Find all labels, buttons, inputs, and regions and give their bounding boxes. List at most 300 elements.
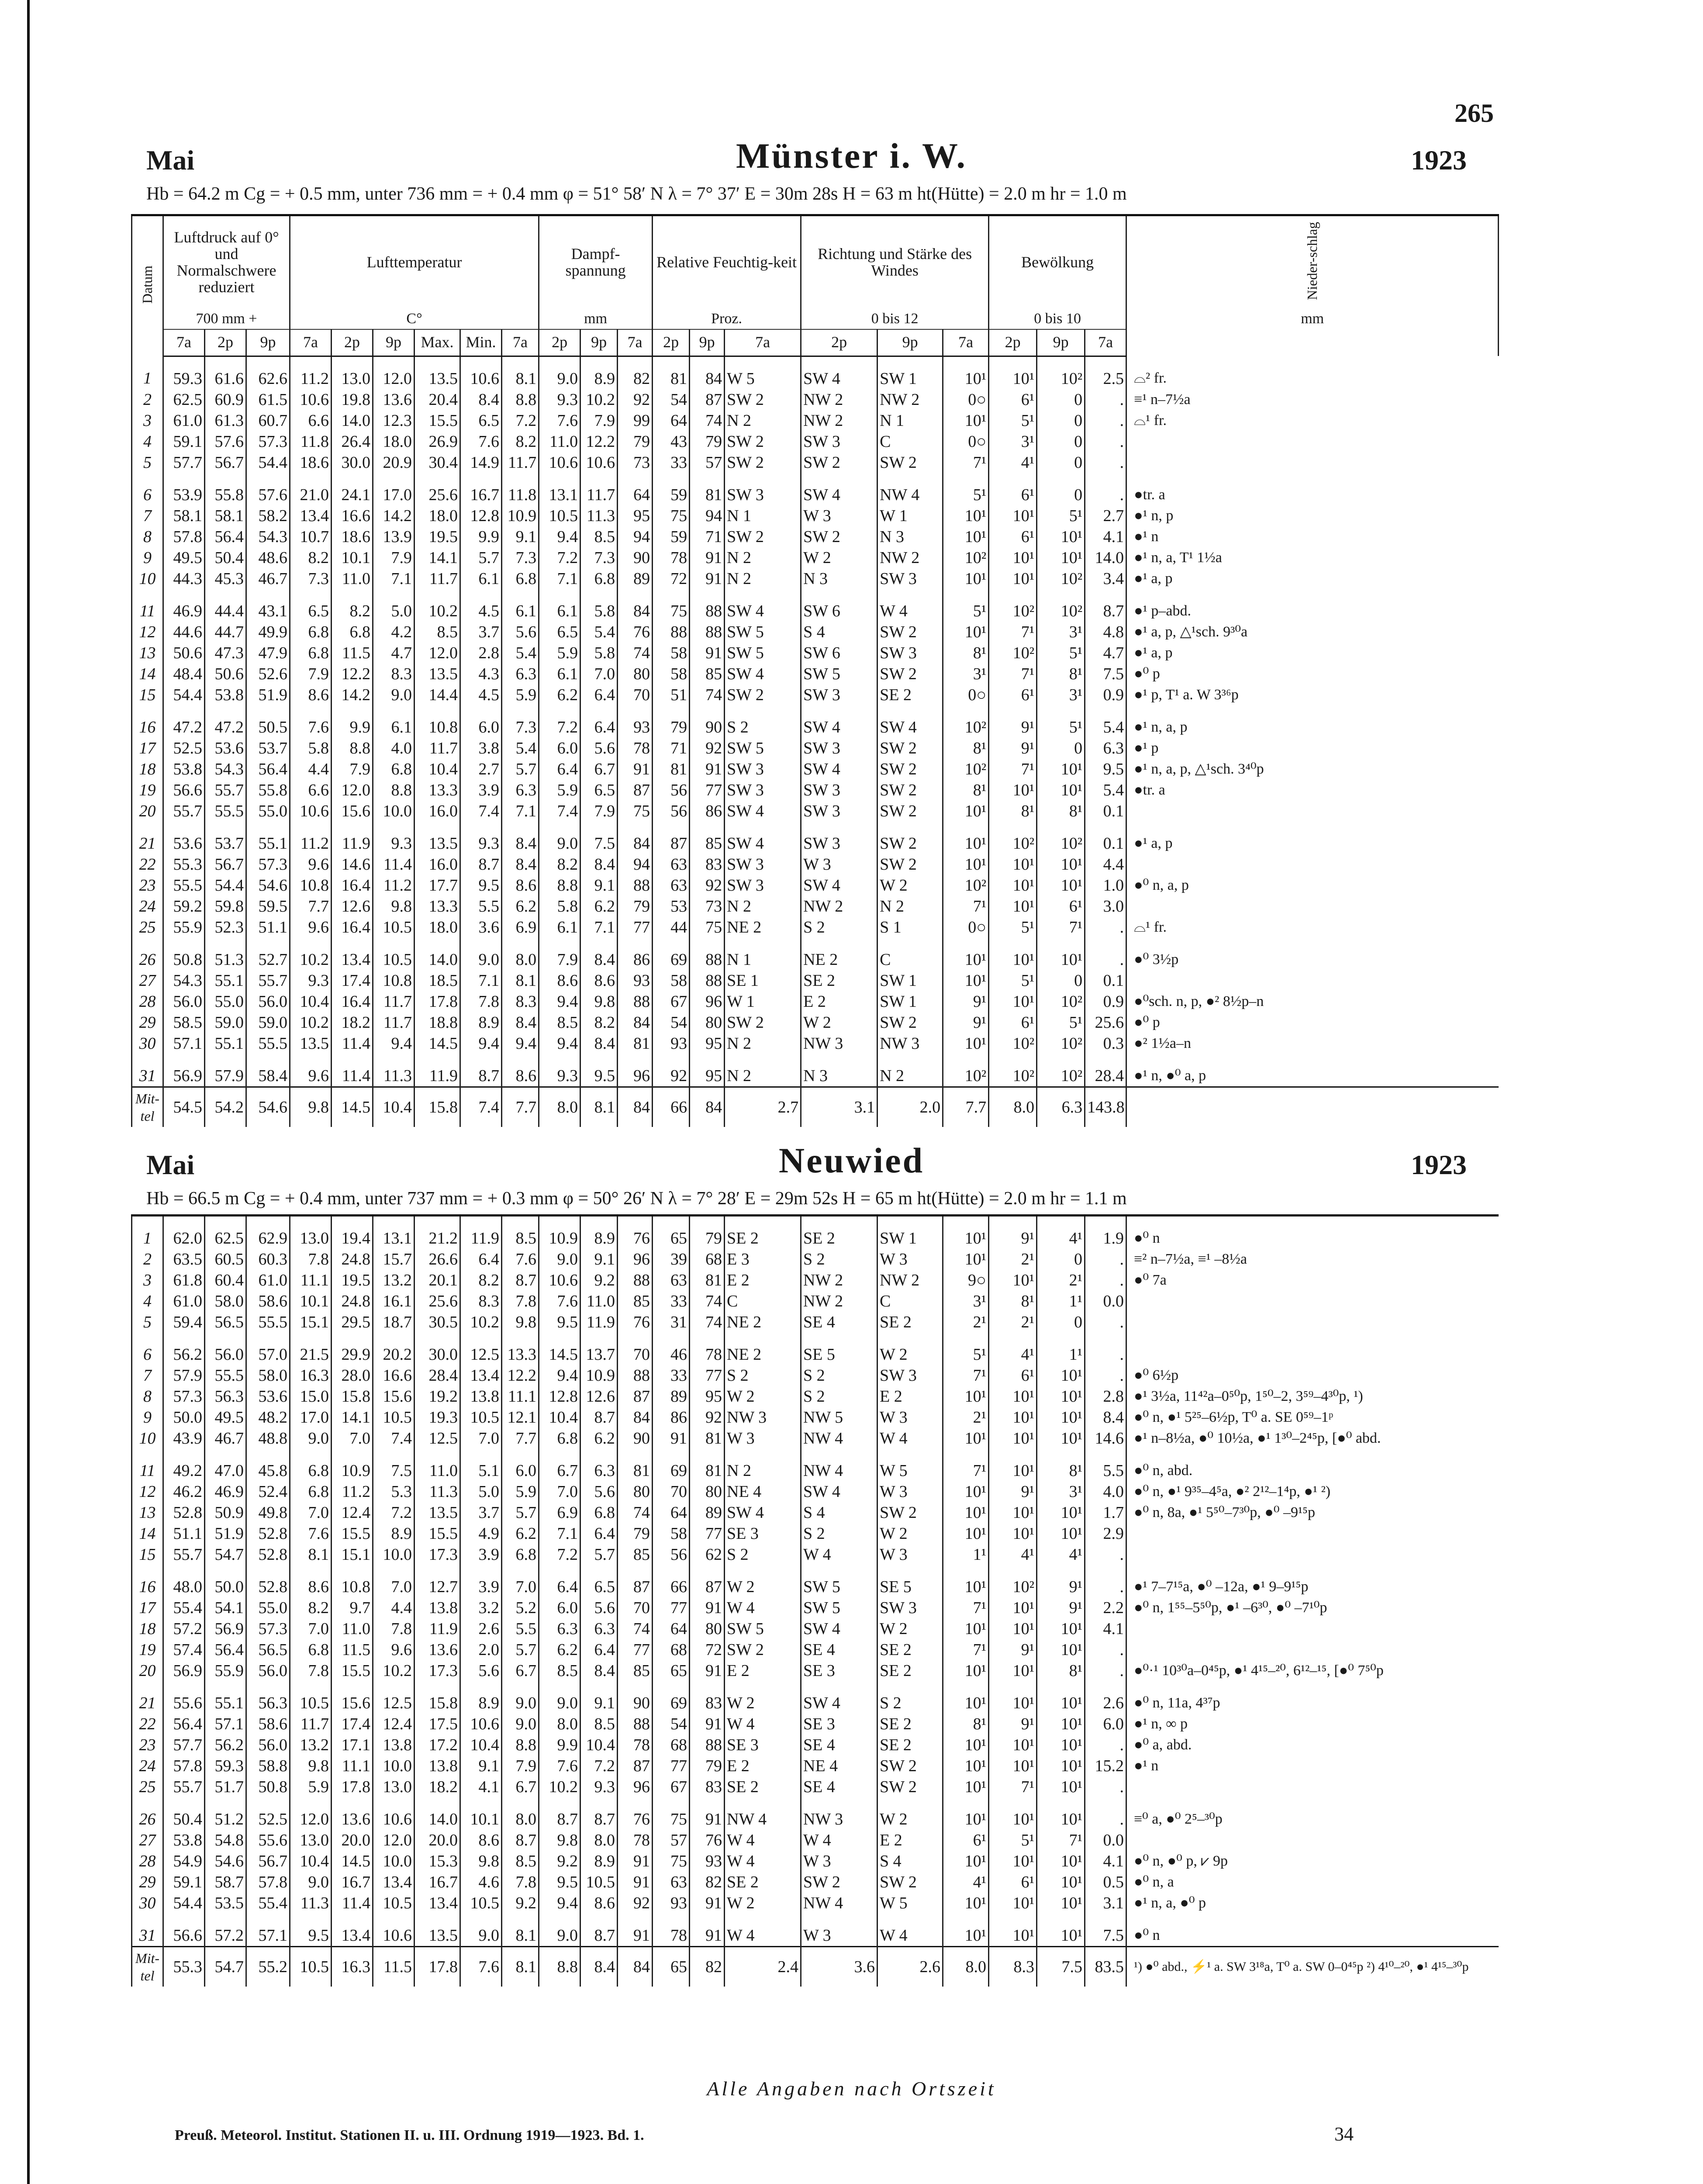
remark-cell: ¹) ●⁰ abd., ⚡¹ a. SW 3¹⁸a, T⁰ a. SW 0–0⁴⁵p ²) 4¹⁰–²⁰, ●¹ 4¹⁵–³⁰p bbox=[1126, 1947, 1499, 1987]
value-cell: N 2 bbox=[725, 896, 801, 917]
value-cell: 91 bbox=[690, 1597, 725, 1618]
value-cell: 6.7 bbox=[539, 1449, 580, 1481]
value-cell: W 2 bbox=[877, 875, 943, 896]
value-cell: W 3 bbox=[877, 1481, 943, 1502]
day-cell: 25 bbox=[132, 917, 163, 938]
value-cell: 55.5 bbox=[246, 1312, 290, 1333]
value-cell: 51 bbox=[653, 684, 690, 705]
value-cell: 91 bbox=[690, 1893, 725, 1914]
value-cell: 95 bbox=[618, 505, 653, 526]
value-cell: 80 bbox=[618, 1481, 653, 1502]
day-cell: 18 bbox=[132, 1618, 163, 1639]
value-cell: 8.7 bbox=[502, 1270, 539, 1291]
value-cell: 7¹ bbox=[943, 896, 989, 917]
value-cell: 55.6 bbox=[163, 1681, 205, 1714]
value-cell: 57.6 bbox=[205, 431, 246, 452]
value-cell: W 4 bbox=[877, 1428, 943, 1449]
value-cell: 75 bbox=[653, 1851, 690, 1872]
value-cell: 21.5 bbox=[290, 1333, 332, 1365]
value-cell: 56.0 bbox=[246, 1735, 290, 1755]
value-cell: 9.0 bbox=[539, 822, 580, 854]
value-cell: 8.7 bbox=[502, 1830, 539, 1851]
value-cell: 77 bbox=[690, 780, 725, 801]
value-cell: W 3 bbox=[877, 1544, 943, 1565]
value-cell: 0 bbox=[1037, 452, 1085, 473]
value-cell: W 1 bbox=[725, 991, 801, 1012]
value-cell: 53 bbox=[653, 896, 690, 917]
value-cell: 10¹ bbox=[989, 875, 1037, 896]
value-cell: 9.0 bbox=[460, 1914, 502, 1947]
value-cell: 96 bbox=[618, 1249, 653, 1270]
value-cell: 10¹ bbox=[989, 1660, 1037, 1681]
value-cell: 18.2 bbox=[415, 1776, 460, 1797]
value-cell: 58.8 bbox=[246, 1755, 290, 1776]
value-cell: . bbox=[1085, 1365, 1126, 1386]
value-cell: 6¹ bbox=[989, 526, 1037, 547]
value-cell: 6¹ bbox=[989, 1872, 1037, 1893]
value-cell: 7.8 bbox=[373, 1618, 415, 1639]
mean-value-cell: 9.8 bbox=[290, 1087, 332, 1127]
value-cell: SW 1 bbox=[877, 991, 943, 1012]
value-cell: NW 3 bbox=[725, 1407, 801, 1428]
value-cell: 7.9 bbox=[580, 801, 618, 822]
value-cell: 10¹ bbox=[1037, 780, 1085, 801]
value-cell: SW 3 bbox=[877, 568, 943, 589]
value-cell: 7.9 bbox=[539, 938, 580, 970]
header-c5: Richtung und Stärke des Windes bbox=[801, 215, 989, 309]
value-cell: 5.6 bbox=[460, 1660, 502, 1681]
value-cell: . bbox=[1085, 389, 1126, 410]
value-cell: 70 bbox=[618, 1597, 653, 1618]
value-cell: 10¹ bbox=[1037, 759, 1085, 780]
table-row bbox=[132, 1660, 1499, 1681]
remark-cell: ●¹ n bbox=[1126, 526, 1499, 547]
value-cell: 57.8 bbox=[163, 526, 205, 547]
value-cell: 43.1 bbox=[246, 589, 290, 622]
value-cell: SE 4 bbox=[801, 1639, 877, 1660]
value-cell: 10.2 bbox=[373, 1660, 415, 1681]
value-cell: 8.3 bbox=[502, 991, 539, 1012]
value-cell: 4¹ bbox=[1037, 1544, 1085, 1565]
value-cell: 10.6 bbox=[539, 452, 580, 473]
day-cell: 9 bbox=[132, 1407, 163, 1428]
value-cell: 54.4 bbox=[246, 452, 290, 473]
value-cell: 53.6 bbox=[205, 738, 246, 759]
value-cell: 6.0 bbox=[1085, 1714, 1126, 1735]
value-cell: 8.1 bbox=[502, 970, 539, 991]
value-cell: 10¹ bbox=[989, 1735, 1037, 1755]
value-cell: 10¹ bbox=[989, 1681, 1037, 1714]
value-cell: SW 3 bbox=[877, 1365, 943, 1386]
mean-value-cell: 8.3 bbox=[989, 1947, 1037, 1987]
remark-cell: ●⁰sch. n, p, ●² 8½p–n bbox=[1126, 991, 1499, 1012]
value-cell: 8.6 bbox=[290, 1565, 332, 1597]
value-cell: SW 2 bbox=[877, 801, 943, 822]
remark-cell: ●¹ p bbox=[1126, 738, 1499, 759]
remark-cell: ●¹ 3½a, 11⁴²a–0⁵⁰p, 1⁵⁰–2, 3⁵⁹–4³⁰p, ¹) bbox=[1126, 1386, 1499, 1407]
value-cell: 6.5 bbox=[580, 1565, 618, 1597]
value-cell: 7.8 bbox=[290, 1660, 332, 1681]
value-cell: 10¹ bbox=[943, 1914, 989, 1947]
value-cell: 10.8 bbox=[373, 970, 415, 991]
value-cell: 11.7 bbox=[580, 473, 618, 505]
value-cell: 58 bbox=[653, 1523, 690, 1544]
value-cell: 6.0 bbox=[539, 738, 580, 759]
value-cell: 4¹ bbox=[989, 452, 1037, 473]
value-cell: N 2 bbox=[877, 1054, 943, 1087]
subheader-3: 7a bbox=[290, 329, 332, 356]
value-cell: 81 bbox=[618, 1033, 653, 1054]
value-cell: 7¹ bbox=[989, 663, 1037, 684]
value-cell: 10¹ bbox=[1037, 1428, 1085, 1449]
value-cell: 58.4 bbox=[246, 1054, 290, 1087]
value-cell: N 1 bbox=[725, 938, 801, 970]
value-cell: 11.4 bbox=[332, 1033, 373, 1054]
value-cell: 1¹ bbox=[1037, 1291, 1085, 1312]
value-cell: 9.5 bbox=[580, 1054, 618, 1087]
value-cell: 91 bbox=[690, 1914, 725, 1947]
value-cell: 59.0 bbox=[246, 1012, 290, 1033]
remark-cell bbox=[1126, 1776, 1499, 1797]
value-cell: 13.2 bbox=[290, 1735, 332, 1755]
value-cell: 7.0 bbox=[502, 1565, 539, 1597]
value-cell: 46.7 bbox=[205, 1428, 246, 1449]
day-cell: 2 bbox=[132, 1249, 163, 1270]
value-cell: 7.1 bbox=[580, 917, 618, 938]
remark-cell bbox=[1126, 1523, 1499, 1544]
value-cell: 46.7 bbox=[246, 568, 290, 589]
value-cell: 10¹ bbox=[943, 356, 989, 389]
remark-cell: ⌓¹ fr. bbox=[1126, 410, 1499, 431]
value-cell: 8.4 bbox=[580, 854, 618, 875]
table-row bbox=[132, 622, 1499, 643]
value-cell: 62.6 bbox=[246, 356, 290, 389]
value-cell: W 5 bbox=[725, 356, 801, 389]
value-cell: 10.6 bbox=[460, 1714, 502, 1735]
value-cell: 88 bbox=[618, 991, 653, 1012]
value-cell: 58.6 bbox=[246, 1714, 290, 1735]
value-cell: 7.4 bbox=[460, 801, 502, 822]
value-cell: SW 3 bbox=[801, 738, 877, 759]
value-cell: 6.1 bbox=[460, 568, 502, 589]
value-cell: E 2 bbox=[877, 1830, 943, 1851]
value-cell: 3¹ bbox=[989, 431, 1037, 452]
value-cell: 10¹ bbox=[1037, 1872, 1085, 1893]
value-cell: 7¹ bbox=[943, 1365, 989, 1386]
value-cell: 61.3 bbox=[205, 410, 246, 431]
value-cell: 4.4 bbox=[1085, 854, 1126, 875]
value-cell: 10.2 bbox=[290, 1012, 332, 1033]
value-cell: 78 bbox=[618, 1735, 653, 1755]
value-cell: NE 2 bbox=[725, 1333, 801, 1365]
value-cell: 3¹ bbox=[1037, 684, 1085, 705]
value-cell: 10¹ bbox=[943, 938, 989, 970]
value-cell: 10¹ bbox=[1037, 1502, 1085, 1523]
value-cell: 2.7 bbox=[460, 759, 502, 780]
value-cell: 13.8 bbox=[373, 1735, 415, 1755]
value-cell: 69 bbox=[653, 938, 690, 970]
value-cell: W 2 bbox=[801, 1012, 877, 1033]
value-cell: 53.5 bbox=[205, 1893, 246, 1914]
day-cell: 30 bbox=[132, 1033, 163, 1054]
value-cell: 65 bbox=[653, 1216, 690, 1249]
value-cell: 88 bbox=[690, 589, 725, 622]
value-cell: 7.0 bbox=[373, 1565, 415, 1597]
value-cell: 82 bbox=[690, 1872, 725, 1893]
value-cell: 5¹ bbox=[1037, 643, 1085, 663]
value-cell: 9.0 bbox=[539, 1249, 580, 1270]
value-cell: 15.5 bbox=[332, 1660, 373, 1681]
value-cell: 0.9 bbox=[1085, 991, 1126, 1012]
value-cell: SW 2 bbox=[801, 1872, 877, 1893]
value-cell: 56.4 bbox=[205, 526, 246, 547]
value-cell: 4.7 bbox=[1085, 643, 1126, 663]
value-cell: W 4 bbox=[801, 1830, 877, 1851]
value-cell: 5¹ bbox=[943, 589, 989, 622]
value-cell: N 2 bbox=[725, 1449, 801, 1481]
value-cell: 74 bbox=[618, 1618, 653, 1639]
value-cell: 95 bbox=[690, 1033, 725, 1054]
value-cell: 14.2 bbox=[373, 505, 415, 526]
table-row bbox=[132, 452, 1499, 473]
value-cell: 9.6 bbox=[290, 854, 332, 875]
value-cell: N 1 bbox=[877, 410, 943, 431]
value-cell: 88 bbox=[653, 622, 690, 643]
value-cell: 56.0 bbox=[246, 1660, 290, 1681]
mean-label-text: Mit-tel bbox=[135, 1950, 160, 1984]
value-cell: 52.6 bbox=[246, 663, 290, 684]
value-cell: 11.0 bbox=[332, 568, 373, 589]
value-cell: 5¹ bbox=[989, 1830, 1037, 1851]
value-cell: 6¹ bbox=[989, 684, 1037, 705]
value-cell: 55.3 bbox=[163, 854, 205, 875]
value-cell: 10.2 bbox=[460, 1312, 502, 1333]
value-cell: 85 bbox=[618, 1660, 653, 1681]
value-cell: 0 bbox=[1037, 1249, 1085, 1270]
value-cell: 14.0 bbox=[332, 410, 373, 431]
value-cell: 58 bbox=[653, 643, 690, 663]
table-row bbox=[132, 1502, 1499, 1523]
value-cell: 10¹ bbox=[989, 1523, 1037, 1544]
value-cell: 13.4 bbox=[415, 1893, 460, 1914]
mean-value-cell: 7.7 bbox=[502, 1087, 539, 1127]
value-cell: 10¹ bbox=[989, 1893, 1037, 1914]
value-cell: SW 2 bbox=[725, 1012, 801, 1033]
value-cell: 56.4 bbox=[163, 1714, 205, 1735]
remark-cell bbox=[1126, 452, 1499, 473]
value-cell: SE 2 bbox=[877, 1735, 943, 1755]
value-cell: . bbox=[1085, 1660, 1126, 1681]
value-cell: 54.8 bbox=[205, 1830, 246, 1851]
table-row bbox=[132, 896, 1499, 917]
value-cell: 12.5 bbox=[373, 1681, 415, 1714]
value-cell: 5.1 bbox=[460, 1449, 502, 1481]
remark-cell bbox=[1126, 1618, 1499, 1639]
value-cell: 9.9 bbox=[460, 526, 502, 547]
table-row bbox=[132, 356, 1499, 389]
value-cell: 11.7 bbox=[290, 1714, 332, 1735]
value-cell: 10.6 bbox=[539, 1270, 580, 1291]
mean-value-cell: 8.0 bbox=[539, 1087, 580, 1127]
value-cell: 53.6 bbox=[163, 822, 205, 854]
mean-value-cell: 65 bbox=[653, 1947, 690, 1987]
remark-cell: ●⁰ n, abd. bbox=[1126, 1449, 1499, 1481]
value-cell: 10¹ bbox=[943, 1755, 989, 1776]
remark-cell: ●¹ n, p bbox=[1126, 505, 1499, 526]
value-cell: 13.5 bbox=[290, 1033, 332, 1054]
remark-cell: ●¹ a, p bbox=[1126, 643, 1499, 663]
value-cell: 83 bbox=[690, 854, 725, 875]
value-cell: 14.5 bbox=[415, 1033, 460, 1054]
value-cell: 10.6 bbox=[460, 356, 502, 389]
value-cell: 11.3 bbox=[290, 1893, 332, 1914]
value-cell: 55.6 bbox=[246, 1830, 290, 1851]
month-label: Mai bbox=[146, 145, 195, 176]
remark-cell: ●¹ n, a, p, △¹sch. 3⁴⁰p bbox=[1126, 759, 1499, 780]
day-cell: 12 bbox=[132, 622, 163, 643]
value-cell: 88 bbox=[690, 938, 725, 970]
value-cell: SW 4 bbox=[801, 1618, 877, 1639]
value-cell: 10¹ bbox=[989, 938, 1037, 970]
value-cell: 8¹ bbox=[1037, 801, 1085, 822]
table-row bbox=[132, 1291, 1499, 1312]
value-cell: SW 3 bbox=[725, 473, 801, 505]
value-cell: 56.9 bbox=[205, 1618, 246, 1639]
value-cell: 18.5 bbox=[415, 970, 460, 991]
value-cell: 63 bbox=[653, 854, 690, 875]
value-cell: 15.5 bbox=[415, 1523, 460, 1544]
value-cell: NW 2 bbox=[801, 1270, 877, 1291]
value-cell: 8.2 bbox=[502, 431, 539, 452]
value-cell: 9.3 bbox=[460, 822, 502, 854]
value-cell: . bbox=[1085, 1735, 1126, 1755]
value-cell: 7.0 bbox=[580, 663, 618, 684]
value-cell: N 1 bbox=[725, 505, 801, 526]
table-row bbox=[132, 547, 1499, 568]
value-cell: 44.3 bbox=[163, 568, 205, 589]
value-cell: 7¹ bbox=[989, 622, 1037, 643]
value-cell: 7.5 bbox=[373, 1449, 415, 1481]
value-cell: SW 2 bbox=[877, 1872, 943, 1893]
value-cell: 4.0 bbox=[373, 738, 415, 759]
value-cell: 11.3 bbox=[373, 1054, 415, 1087]
subheader-13: 9p bbox=[690, 329, 725, 356]
value-cell: 17.4 bbox=[332, 1714, 373, 1735]
value-cell: 11.2 bbox=[290, 822, 332, 854]
remark-cell: ●⁰ n, a bbox=[1126, 1872, 1499, 1893]
table-row bbox=[132, 431, 1499, 452]
value-cell: 7.5 bbox=[1085, 663, 1126, 684]
value-cell: 81 bbox=[618, 1449, 653, 1481]
value-cell: 8.8 bbox=[502, 1735, 539, 1755]
footer-sheet-number: 34 bbox=[1334, 2123, 1354, 2145]
value-cell: 70 bbox=[653, 1481, 690, 1502]
remark-cell: ⌓¹ fr. bbox=[1126, 917, 1499, 938]
value-cell: 7.6 bbox=[290, 1523, 332, 1544]
table-row bbox=[132, 410, 1499, 431]
value-cell: 91 bbox=[618, 1914, 653, 1947]
value-cell: 10² bbox=[1037, 356, 1085, 389]
value-cell: 8.4 bbox=[580, 1033, 618, 1054]
value-cell: 90 bbox=[618, 1681, 653, 1714]
value-cell: 7.3 bbox=[290, 568, 332, 589]
unit-c7_unit: mm bbox=[1126, 309, 1499, 329]
value-cell: 6.7 bbox=[502, 1776, 539, 1797]
mean-value-cell: 2.6 bbox=[877, 1947, 943, 1987]
value-cell: 9.5 bbox=[539, 1872, 580, 1893]
value-cell: 11.9 bbox=[460, 1216, 502, 1249]
table-row bbox=[132, 938, 1499, 970]
value-cell: 5¹ bbox=[989, 410, 1037, 431]
mean-value-cell: 84 bbox=[618, 1087, 653, 1127]
value-cell: 10² bbox=[943, 705, 989, 738]
value-cell: SW 2 bbox=[877, 822, 943, 854]
value-cell: W 3 bbox=[801, 854, 877, 875]
value-cell: S 2 bbox=[725, 1365, 801, 1386]
value-cell: 5.4 bbox=[1085, 780, 1126, 801]
value-cell: 6.6 bbox=[290, 410, 332, 431]
value-cell: 55.7 bbox=[246, 970, 290, 991]
value-cell: 11.7 bbox=[415, 738, 460, 759]
value-cell: 12.6 bbox=[580, 1386, 618, 1407]
value-cell: SW 5 bbox=[725, 622, 801, 643]
subheader-16: 9p bbox=[877, 329, 943, 356]
value-cell: 17.0 bbox=[290, 1407, 332, 1428]
value-cell: 12.5 bbox=[460, 1333, 502, 1365]
mean-value-cell: 7.6 bbox=[460, 1947, 502, 1987]
value-cell: 5.4 bbox=[1085, 705, 1126, 738]
value-cell: 15.8 bbox=[415, 1681, 460, 1714]
value-cell: 0.5 bbox=[1085, 1872, 1126, 1893]
value-cell: 10² bbox=[1037, 589, 1085, 622]
value-cell: 80 bbox=[690, 1618, 725, 1639]
value-cell: 18.6 bbox=[290, 452, 332, 473]
value-cell: 8.0 bbox=[502, 1797, 539, 1830]
header-c1: Luftdruck auf 0° und Normalschwere reduziert bbox=[163, 215, 290, 309]
value-cell: 60.4 bbox=[205, 1270, 246, 1291]
value-cell: 17.8 bbox=[415, 991, 460, 1012]
value-cell: SW 4 bbox=[725, 589, 801, 622]
value-cell: 13.4 bbox=[373, 1872, 415, 1893]
value-cell: 57.1 bbox=[205, 1714, 246, 1735]
value-cell: 19.4 bbox=[332, 1216, 373, 1249]
value-cell: SW 2 bbox=[877, 1755, 943, 1776]
value-cell: 4.1 bbox=[1085, 1618, 1126, 1639]
value-cell: 88 bbox=[618, 1714, 653, 1735]
value-cell: 75 bbox=[690, 917, 725, 938]
value-cell: 6.0 bbox=[460, 705, 502, 738]
value-cell: 10.4 bbox=[460, 1735, 502, 1755]
value-cell: 11.4 bbox=[332, 1054, 373, 1087]
value-cell: 59.3 bbox=[205, 1755, 246, 1776]
value-cell: 51.2 bbox=[205, 1797, 246, 1830]
value-cell: 90 bbox=[618, 547, 653, 568]
value-cell: 9.3 bbox=[539, 389, 580, 410]
value-cell: W 2 bbox=[877, 1333, 943, 1365]
value-cell: . bbox=[1085, 1249, 1126, 1270]
value-cell: 4.5 bbox=[460, 684, 502, 705]
value-cell: 11.0 bbox=[580, 1291, 618, 1312]
value-cell: 8.9 bbox=[460, 1012, 502, 1033]
value-cell: W 5 bbox=[877, 1893, 943, 1914]
mean-value-cell: 83.5 bbox=[1085, 1947, 1126, 1987]
value-cell: S 2 bbox=[725, 1544, 801, 1565]
value-cell: C bbox=[877, 938, 943, 970]
value-cell: SW 2 bbox=[877, 1012, 943, 1033]
value-cell: 11.2 bbox=[290, 356, 332, 389]
value-cell: 5.9 bbox=[502, 684, 539, 705]
value-cell: 11.7 bbox=[502, 452, 539, 473]
